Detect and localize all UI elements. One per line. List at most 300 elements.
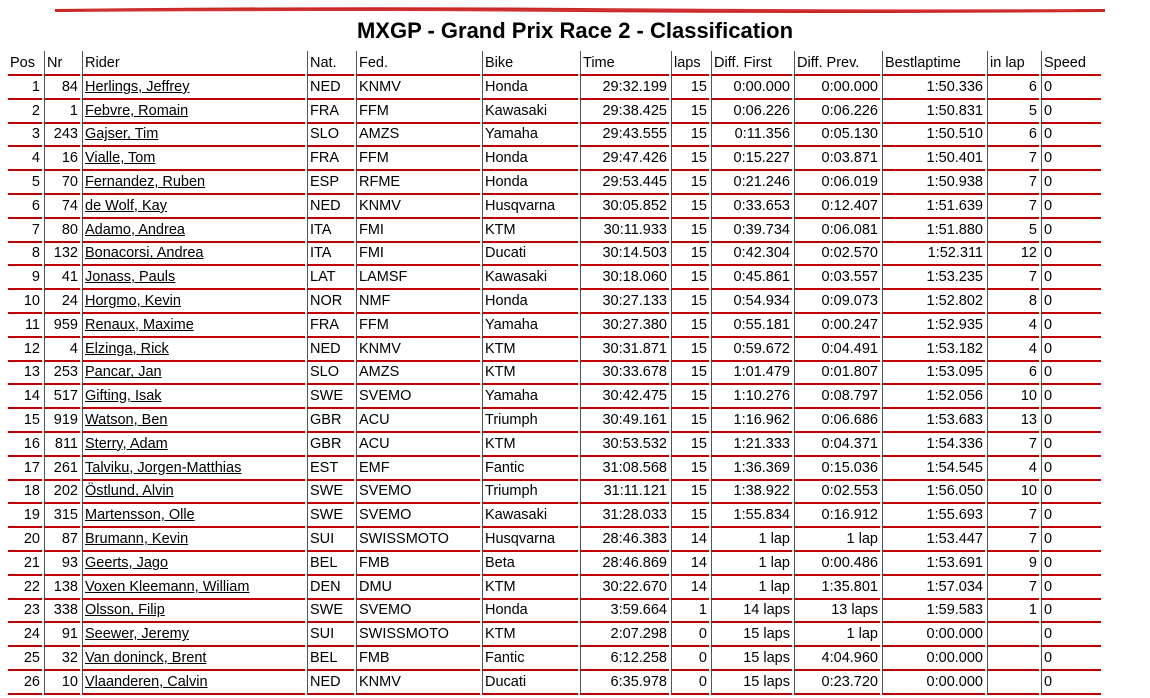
cell-bestlaptime: 1:53.691 <box>882 552 985 576</box>
cell-diff-prev: 0:02.553 <box>794 481 880 505</box>
cell-laps: 15 <box>671 385 709 409</box>
cell-time: 6:12.258 <box>580 647 669 671</box>
cell-bike: KTM <box>482 433 578 457</box>
table-row <box>8 600 1101 624</box>
table-row <box>8 481 1101 505</box>
cell-pos: 11 <box>8 314 42 338</box>
cell-rider <box>82 409 305 433</box>
cell-speed: 0 <box>1041 600 1101 624</box>
cell-speed: 0 <box>1041 147 1101 171</box>
rider-link[interactable]: Gajser, Tim <box>85 126 159 143</box>
cell-in-lap: 7 <box>987 528 1039 552</box>
cell-nr: 811 <box>44 433 80 457</box>
cell-in-lap: 7 <box>987 433 1039 457</box>
cell-speed: 0 <box>1041 528 1101 552</box>
cell-laps: 0 <box>671 647 709 671</box>
cell-rider <box>82 76 305 100</box>
cell-pos: 16 <box>8 433 42 457</box>
cell-bestlaptime: 1:52.935 <box>882 314 985 338</box>
cell-diff-prev: 0:12.407 <box>794 195 880 219</box>
cell-diff-prev: 0:03.557 <box>794 266 880 290</box>
cell-laps: 15 <box>671 266 709 290</box>
rider-link[interactable]: Renaux, Maxime <box>85 316 194 333</box>
col-bestlaptime-header[interactable]: Bestlaptime <box>882 51 985 76</box>
cell-speed: 0 <box>1041 623 1101 647</box>
table-row <box>8 528 1101 552</box>
cell-laps: 15 <box>671 290 709 314</box>
cell-time: 30:14.503 <box>580 243 669 267</box>
cell-speed: 0 <box>1041 290 1101 314</box>
cell-diff-first: 15 laps <box>711 671 792 695</box>
cell-diff-prev: 1 lap <box>794 528 880 552</box>
cell-fed: FMB <box>356 647 480 671</box>
cell-speed: 0 <box>1041 362 1101 386</box>
cell-speed: 0 <box>1041 504 1101 528</box>
cell-diff-first: 1:16.962 <box>711 409 792 433</box>
rider-link[interactable]: Seewer, Jeremy <box>85 626 189 643</box>
cell-nat: SLO <box>307 124 354 148</box>
cell-nat: NED <box>307 76 354 100</box>
col-speed-header[interactable]: Speed <box>1041 51 1101 76</box>
cell-diff-first: 0:11.356 <box>711 124 792 148</box>
cell-bestlaptime: 1:53.095 <box>882 362 985 386</box>
cell-pos: 7 <box>8 219 42 243</box>
cell-nat: LAT <box>307 266 354 290</box>
cell-time: 30:31.871 <box>580 338 669 362</box>
cell-nat: NED <box>307 338 354 362</box>
cell-in-lap: 7 <box>987 266 1039 290</box>
cell-fed: SVEMO <box>356 481 480 505</box>
cell-fed: FMB <box>356 552 480 576</box>
cell-pos: 5 <box>8 171 42 195</box>
cell-diff-first: 1 lap <box>711 552 792 576</box>
cell-bike: Kawasaki <box>482 100 578 124</box>
cell-rider <box>82 195 305 219</box>
cell-nat: ESP <box>307 171 354 195</box>
cell-in-lap: 7 <box>987 504 1039 528</box>
cell-diff-prev: 1 lap <box>794 623 880 647</box>
cell-diff-prev: 0:01.807 <box>794 362 880 386</box>
cell-fed: SWISSMOTO <box>356 623 480 647</box>
cell-in-lap: 8 <box>987 290 1039 314</box>
cell-speed: 0 <box>1041 338 1101 362</box>
cell-time: 29:38.425 <box>580 100 669 124</box>
cell-fed: NMF <box>356 290 480 314</box>
cell-time: 30:18.060 <box>580 266 669 290</box>
rider-link[interactable]: Vlaanderen, Calvin <box>85 673 208 690</box>
col-diff-prev-header[interactable]: Diff. Prev. <box>794 51 880 76</box>
rider-link[interactable]: Herlings, Jeffrey <box>85 78 190 95</box>
cell-fed: KNMV <box>356 195 480 219</box>
cell-nat: SWE <box>307 600 354 624</box>
cell-diff-prev: 0:00.000 <box>794 76 880 100</box>
cell-fed: KNMV <box>356 76 480 100</box>
cell-pos: 26 <box>8 671 42 695</box>
cell-diff-first: 0:39.734 <box>711 219 792 243</box>
cell-nr: 41 <box>44 266 80 290</box>
rider-link[interactable]: Adamo, Andrea <box>85 221 185 238</box>
cell-nat: BEL <box>307 647 354 671</box>
cell-bestlaptime: 1:50.510 <box>882 124 985 148</box>
col-rider-header[interactable]: Rider <box>82 51 305 76</box>
cell-diff-first: 1:10.276 <box>711 385 792 409</box>
cell-fed: SVEMO <box>356 385 480 409</box>
rider-link[interactable]: Sterry, Adam <box>85 435 168 452</box>
rider-link[interactable]: Watson, Ben <box>85 412 168 429</box>
cell-diff-first: 15 laps <box>711 647 792 671</box>
cell-laps: 15 <box>671 504 709 528</box>
cell-nat: FRA <box>307 147 354 171</box>
table-row <box>8 647 1101 671</box>
cell-fed: KNMV <box>356 671 480 695</box>
cell-diff-prev: 0:15.036 <box>794 457 880 481</box>
cell-bike: Fantic <box>482 647 578 671</box>
cell-speed: 0 <box>1041 409 1101 433</box>
cell-bike: Triumph <box>482 481 578 505</box>
cell-nr: 315 <box>44 504 80 528</box>
cell-speed: 0 <box>1041 219 1101 243</box>
table-row <box>8 76 1101 100</box>
rider-link[interactable]: Talviku, Jorgen-Matthias <box>85 459 242 476</box>
cell-rider <box>82 100 305 124</box>
cell-time: 30:11.933 <box>580 219 669 243</box>
cell-bike: Honda <box>482 76 578 100</box>
cell-fed: SVEMO <box>356 600 480 624</box>
cell-nr: 202 <box>44 481 80 505</box>
cell-nat: SWE <box>307 481 354 505</box>
cell-bike: KTM <box>482 362 578 386</box>
col-in-lap-header[interactable]: in lap <box>987 51 1039 76</box>
cell-diff-prev: 4:04.960 <box>794 647 880 671</box>
cell-fed: FMI <box>356 243 480 267</box>
rider-link[interactable]: Voxen Kleemann, William <box>85 578 250 595</box>
col-nat-header[interactable]: Nat. <box>307 51 354 76</box>
table-row <box>8 290 1101 314</box>
cell-diff-first: 0:59.672 <box>711 338 792 362</box>
cell-nr: 4 <box>44 338 80 362</box>
cell-rider <box>82 481 305 505</box>
rider-link[interactable]: Fernandez, Ruben <box>85 174 206 191</box>
cell-diff-prev: 0:04.491 <box>794 338 880 362</box>
cell-rider <box>82 124 305 148</box>
cell-diff-first: 0:45.861 <box>711 266 792 290</box>
cell-diff-first: 1:55.834 <box>711 504 792 528</box>
cell-pos: 9 <box>8 266 42 290</box>
cell-pos: 21 <box>8 552 42 576</box>
classification-table <box>6 51 1103 695</box>
cell-nat: FRA <box>307 314 354 338</box>
cell-bestlaptime: 0:00.000 <box>882 623 985 647</box>
rider-link[interactable]: Olsson, Filip <box>85 602 165 619</box>
cell-nat: ITA <box>307 219 354 243</box>
cell-time: 30:05.852 <box>580 195 669 219</box>
cell-rider <box>82 576 305 600</box>
cell-fed: KNMV <box>356 338 480 362</box>
cell-pos: 17 <box>8 457 42 481</box>
cell-nr: 338 <box>44 600 80 624</box>
cell-diff-prev: 0:00.247 <box>794 314 880 338</box>
cell-diff-prev: 1:35.801 <box>794 576 880 600</box>
cell-fed: RFME <box>356 171 480 195</box>
cell-rider <box>82 671 305 695</box>
cell-diff-first: 0:00.000 <box>711 76 792 100</box>
table-row <box>8 362 1101 386</box>
cell-bestlaptime: 1:51.880 <box>882 219 985 243</box>
table-row <box>8 457 1101 481</box>
cell-pos: 8 <box>8 243 42 267</box>
cell-laps: 15 <box>671 481 709 505</box>
cell-time: 2:07.298 <box>580 623 669 647</box>
page-title: MXGP - Grand Prix Race 2 - Classification <box>356 18 794 43</box>
cell-in-lap: 1 <box>987 600 1039 624</box>
cell-nr: 91 <box>44 623 80 647</box>
cell-pos: 15 <box>8 409 42 433</box>
cell-in-lap: 4 <box>987 314 1039 338</box>
cell-bestlaptime: 1:55.693 <box>882 504 985 528</box>
cell-diff-prev: 0:04.371 <box>794 433 880 457</box>
cell-speed: 0 <box>1041 385 1101 409</box>
cell-diff-first: 0:42.304 <box>711 243 792 267</box>
cell-speed: 0 <box>1041 552 1101 576</box>
cell-laps: 15 <box>671 409 709 433</box>
rider-link[interactable]: Van doninck, Brent <box>85 650 207 667</box>
rider-link[interactable]: de Wolf, Kay <box>85 197 167 214</box>
cell-fed: FMI <box>356 219 480 243</box>
cell-time: 31:28.033 <box>580 504 669 528</box>
cell-bike: KTM <box>482 219 578 243</box>
cell-laps: 14 <box>671 552 709 576</box>
cell-fed: FFM <box>356 147 480 171</box>
cell-fed: LAMSF <box>356 266 480 290</box>
cell-rider <box>82 290 305 314</box>
cell-bike: Fantic <box>482 457 578 481</box>
cell-laps: 15 <box>671 171 709 195</box>
cell-fed: ACU <box>356 409 480 433</box>
cell-nat: NOR <box>307 290 354 314</box>
cell-fed: SVEMO <box>356 504 480 528</box>
cell-pos: 6 <box>8 195 42 219</box>
cell-nat: SWE <box>307 504 354 528</box>
cell-in-lap <box>987 623 1039 647</box>
cell-bike: Beta <box>482 552 578 576</box>
cell-nr: 261 <box>44 457 80 481</box>
cell-nr: 80 <box>44 219 80 243</box>
cell-nr: 24 <box>44 290 80 314</box>
cell-pos: 10 <box>8 290 42 314</box>
cell-pos: 1 <box>8 76 42 100</box>
cell-diff-prev: 13 laps <box>794 600 880 624</box>
cell-diff-first: 1:01.479 <box>711 362 792 386</box>
cell-bestlaptime: 1:53.235 <box>882 266 985 290</box>
cell-nat: SWE <box>307 385 354 409</box>
cell-laps: 15 <box>671 147 709 171</box>
col-diff-first-header[interactable]: Diff. First <box>711 51 792 76</box>
cell-time: 30:27.133 <box>580 290 669 314</box>
col-time-header[interactable]: Time <box>580 51 669 76</box>
cell-diff-prev: 0:05.130 <box>794 124 880 148</box>
cell-laps: 15 <box>671 219 709 243</box>
cell-pos: 13 <box>8 362 42 386</box>
table-row <box>8 338 1101 362</box>
cell-bike: Husqvarna <box>482 195 578 219</box>
cell-bike: Honda <box>482 290 578 314</box>
cell-nr: 253 <box>44 362 80 386</box>
cell-fed: FFM <box>356 314 480 338</box>
cell-time: 29:43.555 <box>580 124 669 148</box>
cell-in-lap: 13 <box>987 409 1039 433</box>
cell-time: 28:46.383 <box>580 528 669 552</box>
table-row <box>8 100 1101 124</box>
cell-diff-prev: 0:09.073 <box>794 290 880 314</box>
col-pos-header[interactable]: Pos <box>8 51 42 76</box>
cell-laps: 0 <box>671 671 709 695</box>
cell-nat: NED <box>307 195 354 219</box>
cell-pos: 25 <box>8 647 42 671</box>
cell-nat: GBR <box>307 433 354 457</box>
cell-bestlaptime: 1:52.056 <box>882 385 985 409</box>
cell-in-lap <box>987 647 1039 671</box>
col-bike-header[interactable]: Bike <box>482 51 578 76</box>
cell-diff-first: 0:21.246 <box>711 171 792 195</box>
cell-bestlaptime: 1:50.831 <box>882 100 985 124</box>
cell-diff-first: 1:38.922 <box>711 481 792 505</box>
cell-pos: 19 <box>8 504 42 528</box>
cell-bike: Ducati <box>482 243 578 267</box>
cell-time: 30:22.670 <box>580 576 669 600</box>
cell-nat: SUI <box>307 528 354 552</box>
cell-bike: KTM <box>482 623 578 647</box>
rider-link[interactable]: Bonacorsi, Andrea <box>85 245 204 262</box>
rider-link[interactable]: Febvre, Romain <box>85 102 189 119</box>
cell-rider <box>82 243 305 267</box>
cell-rider <box>82 528 305 552</box>
cell-rider <box>82 219 305 243</box>
cell-rider <box>82 552 305 576</box>
cell-bike: Ducati <box>482 671 578 695</box>
cell-diff-first: 1:21.333 <box>711 433 792 457</box>
cell-time: 28:46.869 <box>580 552 669 576</box>
table-row <box>8 147 1101 171</box>
cell-rider <box>82 362 305 386</box>
table-row <box>8 671 1101 695</box>
rider-link[interactable]: Jonass, Pauls <box>85 269 176 286</box>
col-nr-header[interactable]: Nr <box>44 51 80 76</box>
cell-fed: AMZS <box>356 362 480 386</box>
cell-speed: 0 <box>1041 195 1101 219</box>
cell-rider <box>82 338 305 362</box>
cell-laps: 15 <box>671 433 709 457</box>
cell-rider <box>82 171 305 195</box>
cell-nat: GBR <box>307 409 354 433</box>
table-header <box>8 51 1101 76</box>
col-fed-header[interactable]: Fed. <box>356 51 480 76</box>
cell-nat: ITA <box>307 243 354 267</box>
cell-laps: 15 <box>671 76 709 100</box>
rider-link[interactable]: Geerts, Jago <box>85 554 169 571</box>
cell-bestlaptime: 1:59.583 <box>882 600 985 624</box>
cell-bike: Yamaha <box>482 314 578 338</box>
cell-nr: 32 <box>44 647 80 671</box>
cell-laps: 0 <box>671 623 709 647</box>
cell-nr: 243 <box>44 124 80 148</box>
table-row <box>8 314 1101 338</box>
cell-nr: 919 <box>44 409 80 433</box>
cell-pos: 23 <box>8 600 42 624</box>
rider-link[interactable]: Vialle, Tom <box>85 150 156 167</box>
cell-pos: 14 <box>8 385 42 409</box>
cell-bestlaptime: 0:00.000 <box>882 671 985 695</box>
cell-nat: SLO <box>307 362 354 386</box>
rider-link[interactable]: Elzinga, Rick <box>85 340 169 357</box>
table-row <box>8 409 1101 433</box>
cell-fed: SWISSMOTO <box>356 528 480 552</box>
cell-bike: KTM <box>482 338 578 362</box>
cell-diff-prev: 0:02.570 <box>794 243 880 267</box>
rider-link[interactable]: Östlund, Alvin <box>85 483 174 500</box>
rider-link[interactable]: Gifting, Isak <box>85 388 162 405</box>
cell-diff-prev: 0:06.081 <box>794 219 880 243</box>
cell-speed: 0 <box>1041 266 1101 290</box>
cell-nat: EST <box>307 457 354 481</box>
cell-bestlaptime: 1:52.802 <box>882 290 985 314</box>
cell-fed: FFM <box>356 100 480 124</box>
cell-nr: 132 <box>44 243 80 267</box>
cell-rider <box>82 385 305 409</box>
cell-in-lap: 10 <box>987 481 1039 505</box>
cell-bike: Honda <box>482 600 578 624</box>
table-row <box>8 266 1101 290</box>
cell-bike: Honda <box>482 147 578 171</box>
cell-speed: 0 <box>1041 124 1101 148</box>
cell-bike: Husqvarna <box>482 528 578 552</box>
table-row <box>8 243 1101 267</box>
cell-rider <box>82 647 305 671</box>
cell-diff-first: 15 laps <box>711 623 792 647</box>
cell-diff-first: 1 lap <box>711 576 792 600</box>
cell-diff-prev: 0:23.720 <box>794 671 880 695</box>
cell-time: 31:08.568 <box>580 457 669 481</box>
cell-bike: Kawasaki <box>482 504 578 528</box>
cell-laps: 15 <box>671 100 709 124</box>
rider-link[interactable]: Martensson, Olle <box>85 507 195 524</box>
cell-diff-prev: 0:06.686 <box>794 409 880 433</box>
cell-in-lap: 6 <box>987 76 1039 100</box>
cell-nat: FRA <box>307 100 354 124</box>
rider-link[interactable]: Pancar, Jan <box>85 364 162 381</box>
table-row <box>8 219 1101 243</box>
cell-diff-prev: 0:06.226 <box>794 100 880 124</box>
cell-in-lap: 5 <box>987 219 1039 243</box>
table-row <box>8 171 1101 195</box>
cell-time: 29:32.199 <box>580 76 669 100</box>
col-laps-header[interactable]: laps <box>671 51 709 76</box>
rider-link[interactable]: Brumann, Kevin <box>85 531 189 548</box>
cell-time: 30:27.380 <box>580 314 669 338</box>
cell-nr: 138 <box>44 576 80 600</box>
cell-rider <box>82 433 305 457</box>
cell-bestlaptime: 1:56.050 <box>882 481 985 505</box>
cell-nr: 1 <box>44 100 80 124</box>
cell-rider <box>82 600 305 624</box>
cell-time: 31:11.121 <box>580 481 669 505</box>
cell-in-lap: 6 <box>987 362 1039 386</box>
cell-in-lap: 7 <box>987 147 1039 171</box>
cell-speed: 0 <box>1041 481 1101 505</box>
cell-in-lap: 10 <box>987 385 1039 409</box>
cell-pos: 2 <box>8 100 42 124</box>
rider-link[interactable]: Horgmo, Kevin <box>85 293 181 310</box>
cell-bike: KTM <box>482 576 578 600</box>
